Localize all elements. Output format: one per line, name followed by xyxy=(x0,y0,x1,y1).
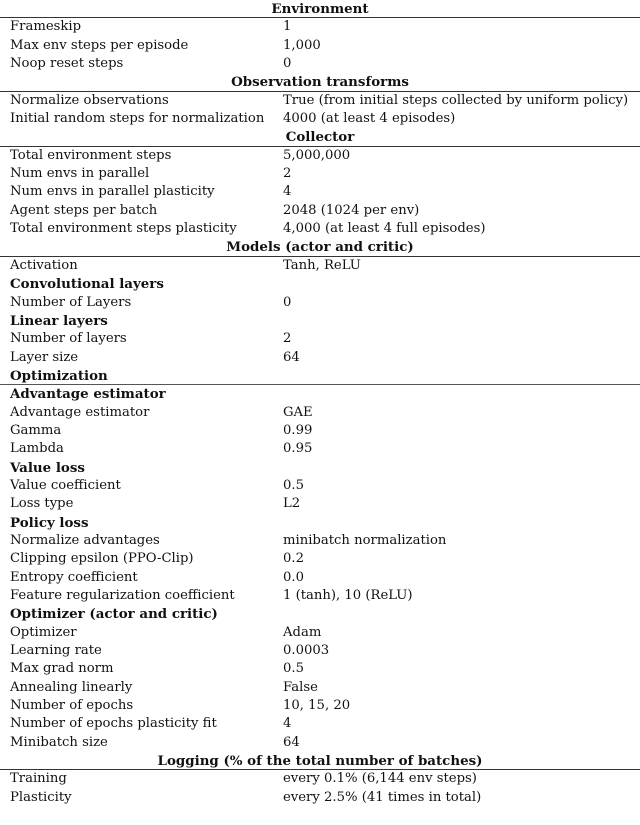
table-row xyxy=(0,18,640,36)
param-label: Entropy coefficient xyxy=(10,569,138,585)
table-row xyxy=(0,770,640,788)
param-value: minibatch normalization xyxy=(283,532,447,548)
param-value: 1,000 xyxy=(283,37,321,53)
param-label: Max grad norm xyxy=(10,661,114,677)
table-row xyxy=(0,624,640,642)
table-row xyxy=(0,165,640,183)
section-header-logging: Logging (% of the total number of batches) xyxy=(0,752,640,770)
section-header-observation-transforms: Observation transforms xyxy=(0,73,640,91)
param-label: Advantage estimator xyxy=(10,404,150,420)
param-label: Optimizer xyxy=(10,624,77,640)
param-value: 64 xyxy=(283,734,300,750)
param-value: 4,000 (at least 4 full episodes) xyxy=(283,221,486,237)
param-label: Noop reset steps xyxy=(10,56,124,72)
table-row xyxy=(0,257,640,275)
table-row xyxy=(0,734,640,752)
param-value: True (from initial steps collected by uniform policy) xyxy=(283,92,629,108)
table-row xyxy=(0,697,640,715)
table-row xyxy=(0,660,640,678)
param-label: Number of epochs xyxy=(10,698,134,714)
param-label: Value coefficient xyxy=(10,477,121,493)
table-row xyxy=(0,55,640,73)
param-value: 0.2 xyxy=(283,551,304,567)
table-row xyxy=(0,440,640,458)
param-value: 4 xyxy=(283,716,292,732)
param-label: Annealing linearly xyxy=(10,679,133,695)
param-label: Number of Layers xyxy=(10,294,132,310)
param-label: Normalize advantages xyxy=(10,532,160,548)
param-label: Num envs in parallel xyxy=(10,166,150,182)
table-row xyxy=(0,220,640,238)
section-header-models: Models (actor and critic) xyxy=(0,238,640,256)
param-label: Training xyxy=(10,771,67,787)
param-label: Plasticity xyxy=(10,789,72,805)
subsection-title: Value loss xyxy=(10,459,85,476)
param-label: Feature regularization coefficient xyxy=(10,588,235,603)
param-label: Number of epochs plasticity fit xyxy=(10,716,217,732)
param-label: Learning rate xyxy=(10,643,102,659)
param-value: 2 xyxy=(283,331,292,347)
section-title: Optimization xyxy=(10,367,108,384)
param-value: False xyxy=(283,679,318,695)
param-label: Total environment steps xyxy=(10,147,172,163)
param-value: 0.0003 xyxy=(283,643,330,659)
param-value: 0.5 xyxy=(283,661,304,677)
table-row xyxy=(0,642,640,660)
param-label: Agent steps per batch xyxy=(10,202,158,218)
param-label: Layer size xyxy=(10,349,79,365)
subsection-title: Linear layers xyxy=(10,312,108,329)
param-value: 1 (tanh), 10 (ReLU) xyxy=(283,588,413,603)
param-label: Number of layers xyxy=(10,331,127,347)
table-row xyxy=(0,679,640,697)
param-value: 0.5 xyxy=(283,477,304,493)
table-row xyxy=(0,183,640,201)
table-row xyxy=(0,110,640,128)
subsection-title: Advantage estimator xyxy=(10,386,166,403)
table-row xyxy=(0,550,640,568)
subsection-header-convolutional-layers xyxy=(0,275,640,293)
param-value: Adam xyxy=(283,624,322,640)
table-row xyxy=(0,422,640,440)
param-value: 10, 15, 20 xyxy=(283,698,351,714)
subsection-header-advantage-estimator xyxy=(0,385,640,403)
param-label: Max env steps per episode xyxy=(10,37,189,53)
subsection-title: Policy loss xyxy=(10,514,89,531)
table-row xyxy=(0,569,640,587)
param-label: Loss type xyxy=(10,496,74,512)
param-value: GAE xyxy=(283,404,313,420)
table-row xyxy=(0,495,640,513)
table-row xyxy=(0,404,640,422)
param-label: Num envs in parallel plasticity xyxy=(10,184,215,200)
param-label: Clipping epsilon (PPO-Clip) xyxy=(10,551,194,567)
table-row xyxy=(0,789,640,807)
table-row xyxy=(0,294,640,312)
table-row xyxy=(0,715,640,733)
param-value: 4000 (at least 4 episodes) xyxy=(283,111,456,127)
subsection-header-policy-loss xyxy=(0,514,640,532)
param-label: Total environment steps plasticity xyxy=(10,221,237,237)
param-label: Minibatch size xyxy=(10,734,108,750)
section-header-optimization xyxy=(0,367,640,385)
section-header-collector: Collector xyxy=(0,128,640,146)
subsection-header-linear-layers xyxy=(0,312,640,330)
param-label: Initial random steps for normalization xyxy=(10,111,265,127)
subsection-header-optimizer xyxy=(0,605,640,623)
section-header-environment: Environment xyxy=(0,0,640,18)
param-value: every 0.1% (6,144 env steps) xyxy=(283,771,477,787)
param-label: Activation xyxy=(10,257,78,273)
param-value: 2048 (1024 per env) xyxy=(283,202,420,218)
param-value: 0.0 xyxy=(283,569,304,585)
subsection-header-value-loss xyxy=(0,459,640,477)
param-label: Frameskip xyxy=(10,19,82,35)
param-value: 64 xyxy=(283,349,300,365)
table-row xyxy=(0,92,640,110)
param-value: 0.95 xyxy=(283,441,313,457)
param-value: every 2.5% (41 times in total) xyxy=(283,789,482,805)
param-value: 2 xyxy=(283,166,292,182)
table-row xyxy=(0,330,640,348)
param-value: 4 xyxy=(283,184,292,200)
table-row xyxy=(0,532,640,550)
param-label: Gamma xyxy=(10,422,62,438)
table-row xyxy=(0,587,640,605)
subsection-title: Optimizer (actor and critic) xyxy=(10,606,218,623)
table-row xyxy=(0,202,640,220)
param-label: Normalize observations xyxy=(10,92,169,108)
table-row xyxy=(0,477,640,495)
param-value: 0 xyxy=(283,294,292,310)
param-value: 0.99 xyxy=(283,422,313,438)
param-label: Lambda xyxy=(10,441,64,457)
subsection-title: Convolutional layers xyxy=(10,276,164,293)
param-value: 1 xyxy=(283,19,292,35)
table-row xyxy=(0,147,640,165)
param-value: L2 xyxy=(283,496,301,512)
param-value: 0 xyxy=(283,56,292,72)
table-row xyxy=(0,349,640,367)
param-value: 5,000,000 xyxy=(283,147,351,163)
table-row xyxy=(0,37,640,55)
param-value: Tanh, ReLU xyxy=(283,257,361,273)
